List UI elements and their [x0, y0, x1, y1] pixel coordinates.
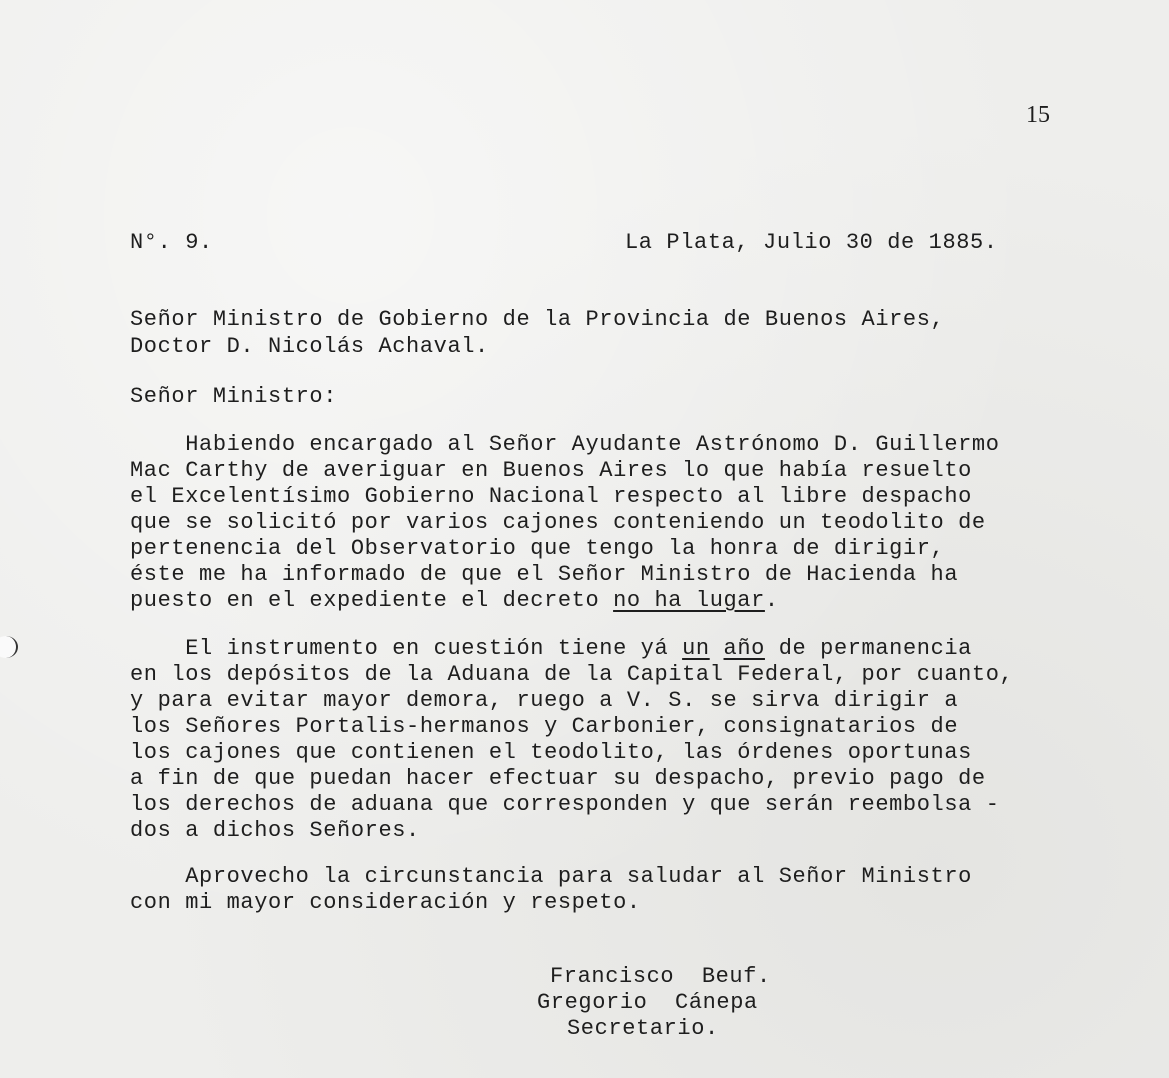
- addressee-line-2: Doctor D. Nicolás Achaval.: [130, 334, 489, 359]
- signature-secretary-name: Gregorio Cánepa: [537, 990, 758, 1015]
- paragraph-2-line: en los depósitos de la Aduana de la Capital Federal, por cuanto,: [130, 662, 1014, 687]
- place-and-date: La Plata, Julio 30 de 1885.: [625, 230, 998, 255]
- paragraph-3-line: con mi mayor consideración y respeto.: [130, 890, 641, 915]
- paragraph-2-line: los derechos de aduana que corresponden y que serán reembolsa -: [130, 792, 1000, 817]
- paragraph-2-line: a fin de que puedan hacer efectuar su despacho, previo pago de: [130, 766, 986, 791]
- signature-name: Francisco Beuf.: [550, 964, 771, 989]
- paragraph-1-line: Habiendo encargado al Señor Ayudante Astrónomo D. Guillermo: [130, 432, 1000, 457]
- underlined-word: un: [682, 636, 710, 661]
- paragraph-2-first-line: [130, 636, 972, 662]
- paragraph-1-line: éste me ha informado de que el Señor Ministro de Hacienda ha: [130, 562, 959, 587]
- salutation: Señor Ministro:: [130, 384, 338, 409]
- underlined-decree: no ha lugar: [613, 588, 765, 613]
- paragraph-3-line: Aprovecho la circunstancia para saludar al Señor Ministro: [130, 864, 972, 889]
- page-number: 15: [1026, 102, 1050, 128]
- text-segment: [710, 636, 724, 661]
- paragraph-2-line: los Señores Portalis-hermanos y Carbonier, consignatarios de: [130, 714, 959, 739]
- paragraph-1-line: el Excelentísimo Gobierno Nacional respecto al libre despacho: [130, 484, 972, 509]
- paragraph-1-line: que se solicitó por varios cajones conteniendo un teodolito de: [130, 510, 986, 535]
- paragraph-1-line: pertenencia del Observatorio que tengo la honra de dirigir,: [130, 536, 945, 561]
- underlined-word: año: [723, 636, 765, 661]
- text-segment: de permanencia: [764, 636, 972, 661]
- paragraph-2-line: los cajones que contienen el teodolito, las órdenes oportunas: [130, 740, 972, 765]
- addressee-line-1: Señor Ministro de Gobierno de la Provincia de Buenos Aires,: [130, 307, 945, 332]
- text-segment: El instrumento en cuestión tiene yá: [130, 636, 683, 661]
- paragraph-1-line: Mac Carthy de averiguar en Buenos Aires lo que había resuelto: [130, 458, 972, 483]
- text-segment: .: [764, 588, 779, 613]
- document-number: N°. 9.: [130, 230, 213, 255]
- text-segment: puesto en el expediente el decreto: [130, 588, 614, 613]
- paragraph-1-last-line: [130, 588, 779, 614]
- paragraph-2-line: y para evitar mayor demora, ruego a V. S. se sirva dirigir a: [130, 688, 959, 713]
- signature-title: Secretario.: [567, 1016, 719, 1041]
- paragraph-2-line: dos a dichos Señores.: [130, 818, 420, 843]
- punch-hole: [0, 636, 18, 658]
